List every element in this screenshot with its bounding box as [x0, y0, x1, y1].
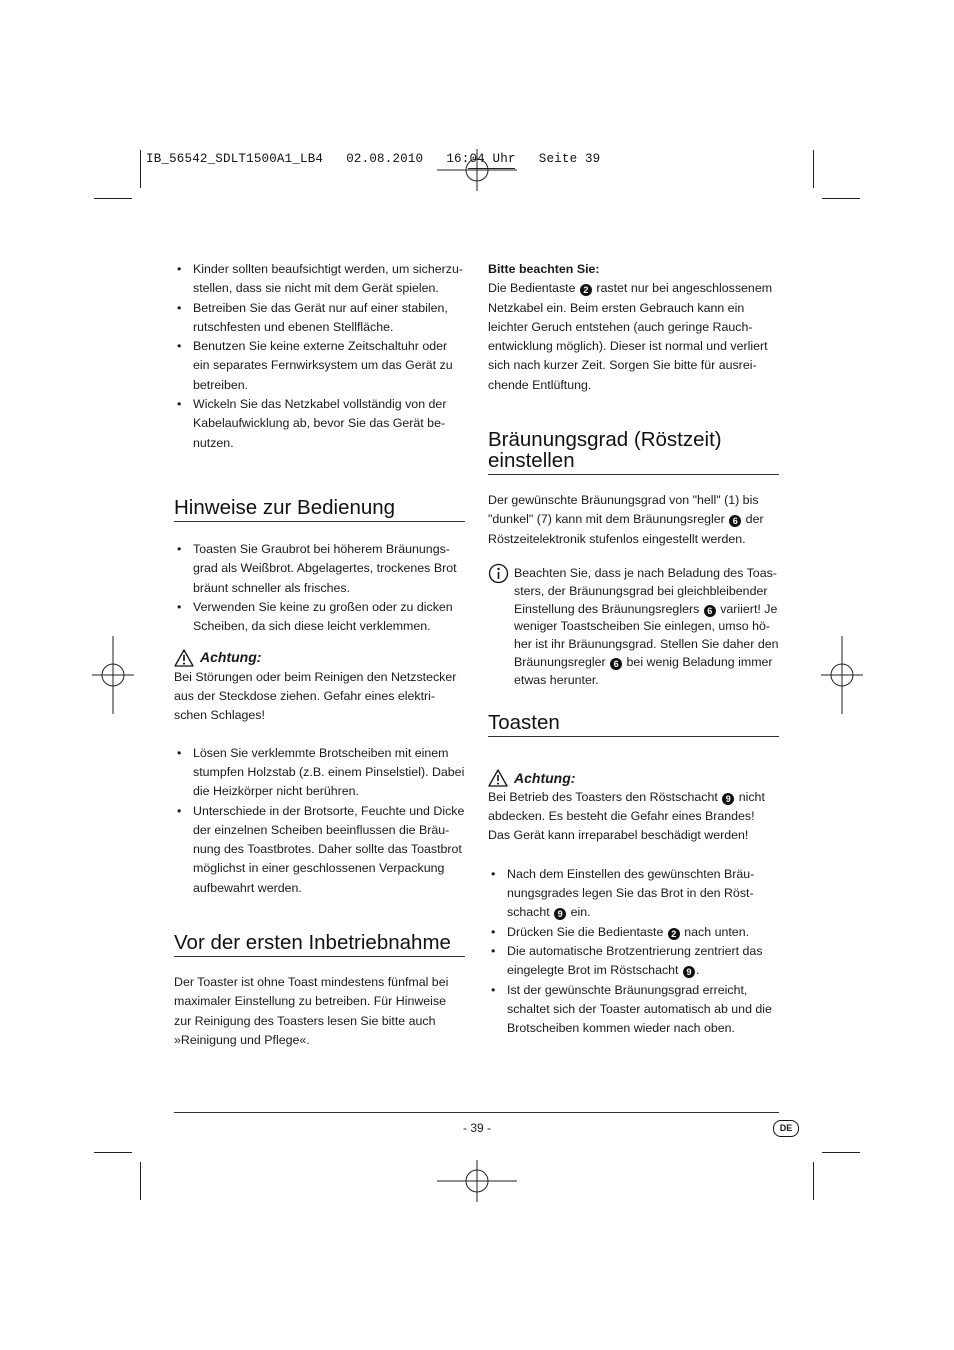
part-number-badge: 9	[554, 908, 566, 920]
left-column	[174, 260, 465, 1050]
part-number-badge: 6	[704, 605, 716, 617]
list-item: • Ist der gewünschte Bräunungsgrad erreicht, schaltet sich der Toaster automatisch ab und die Brotscheiben kommen wieder nach oben.	[488, 981, 779, 1039]
section-title-browning: Bräunungsgrad (Röstzeit) einstellen	[488, 429, 779, 475]
part-number-badge: 2	[668, 928, 680, 940]
right-column	[488, 260, 779, 1038]
list-item: • Lösen Sie verklemmte Brotscheiben mit einem stumpfen Holzstab (z.B. einem Pinselstiel). Dabei die Heizkörper nicht berühren.	[174, 744, 465, 802]
warning-text: Bei Betrieb des Toasters den Röstschacht 9 nicht abdecken. Es besteht die Gefahr eines Brandes! Das Gerät kann irreparabel beschädigt werden!	[488, 789, 765, 843]
section-title-operation: Hinweise zur Bedienung	[174, 497, 465, 522]
operation-bullet-list	[174, 540, 465, 636]
info-icon	[488, 563, 509, 584]
safety-bullet-list	[174, 260, 465, 453]
list-item: • Betreiben Sie das Gerät nur auf einer stabilen, rutschfesten und ebenen Stellfläche.	[174, 299, 465, 338]
list-item: • Unterschiede in der Brotsorte, Feuchte und Dicke der einzelnen Scheiben beeinflussen die Bräu-nung des Toastbrotes. Daher sollte das Toastbrot möglichst in einer geschlossenen Verpackung aufbewahrt werden.	[174, 802, 465, 898]
warning-label: Achtung:	[200, 649, 262, 666]
print-job-header: IB_56542_SDLT1500A1_LB4 02.08.2010 16:04 Uhr Seite 39	[146, 152, 601, 166]
info-note: Beachten Sie, dass je nach Beladung des Toas-sters, der Bräunungsgrad bei gleichbleibender Einstellung des Bräunungsreglers 6 variiert! Je weniger Toastscheiben Sie einlegen, umso hö-her ist ihr Bräunungsgrad. Stellen Sie daher den Bräunungsregler 6 bei wenig Beladung immer etwas herunter.	[488, 565, 779, 690]
registration-mark-left	[92, 636, 134, 714]
list-item: • Kinder sollten beaufsichtigt werden, um sicherzu-stellen, dass sie nicht mit dem Gerät spielen.	[174, 260, 465, 299]
registration-mark-bottom	[437, 1160, 517, 1202]
part-number-badge: 9	[722, 793, 734, 805]
list-item: • Verwenden Sie keine zu großen oder zu dicken Scheiben, da sich diese leicht verklemmen.	[174, 598, 465, 637]
list-item: • Toasten Sie Graubrot bei höherem Bräunungs-grad als Weißbrot. Abgelagertes, trockenes Brot bräunt schneller als frisches.	[174, 540, 465, 598]
first-use-text: Der Toaster ist ohne Toast mindestens fünfmal bei maximaler Einstellung zu betreiben. Für Hinweise zur Reinigung des Toasters lesen Sie bitte auch »Reinigung und Pflege«.	[174, 975, 449, 1047]
list-item: • Benutzen Sie keine externe Zeitschaltuhr oder ein separates Fernwirksystem um das Gerät zu betreiben.	[174, 337, 465, 395]
part-number-badge: 2	[580, 284, 592, 296]
language-badge: DE	[773, 1120, 799, 1137]
list-item: • Drücken Sie die Bedientaste 2 nach unten.	[488, 923, 779, 942]
registration-mark-right	[821, 636, 863, 714]
browning-text: Der gewünschte Bräunungsgrad von "hell" (1) bis "dunkel" (7) kann mit dem Bräunungsregler 6 der Röstzeitelektronik stufenlos eingestellt werden.	[488, 493, 764, 546]
warning-label: Achtung:	[514, 769, 576, 786]
warning-text: Bei Störungen oder beim Reinigen den Netzstecker aus der Steckdose ziehen. Gefahr eines elektri-schen Schlages!	[174, 669, 457, 723]
footer-rule	[174, 1112, 779, 1113]
part-number-badge: 9	[683, 966, 695, 978]
section-title-toasting: Toasten	[488, 712, 779, 737]
warning-heading	[488, 769, 779, 788]
list-item: • Die automatische Brotzentrierung zentriert das eingelegte Brot im Röstschacht 9 .	[488, 942, 779, 981]
list-item: • Wickeln Sie das Netzkabel vollständig von der Kabelaufwicklung ab, bevor Sie das Gerät be-nutzen.	[174, 395, 465, 453]
note-text: Die Bedientaste 2 rastet nur bei angeschlossenem Netzkabel ein. Beim ersten Gebrauch kann ein leichter Geruch entstehen (auch geringe Rauch-entwicklung möglich). Dieser ist normal und verliert sich nach kurzer Zeit. Sorgen Sie bitte für ausrei-chende Entlüftung.	[488, 281, 773, 392]
warning-heading	[174, 648, 465, 667]
part-number-badge: 6	[610, 658, 622, 670]
operation-bullet-list-2	[174, 744, 465, 898]
toasting-bullet-list	[488, 865, 779, 1039]
page-number: - 39 -	[462, 1121, 491, 1135]
list-item: • Nach dem Einstellen des gewünschten Bräu-nungsgrades legen Sie das Brot in den Röst-schacht 9 ein.	[488, 865, 779, 923]
warning-triangle-icon	[174, 649, 194, 667]
section-title-first-use: Vor der ersten Inbetriebnahme	[174, 932, 465, 957]
warning-triangle-icon	[488, 769, 508, 787]
note-label: Bitte beachten Sie:	[488, 262, 600, 276]
header-underline	[468, 168, 515, 169]
part-number-badge: 6	[729, 515, 741, 527]
